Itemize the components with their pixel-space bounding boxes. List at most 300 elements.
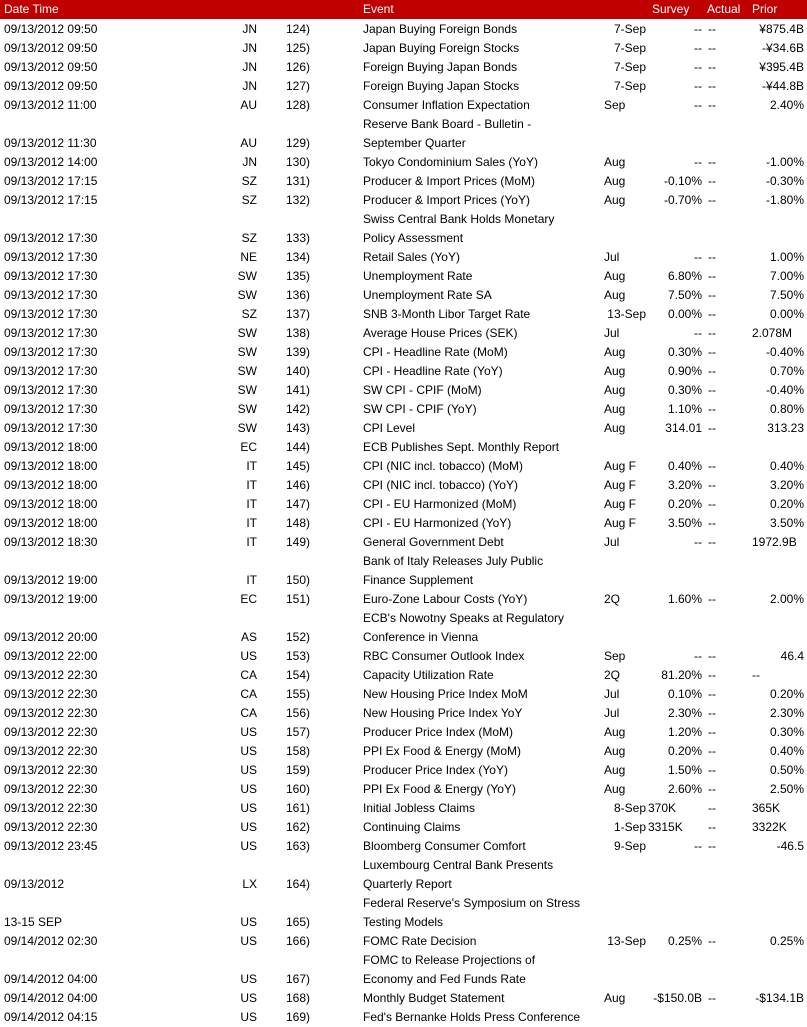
- period-cell: Jul: [604, 535, 620, 549]
- actual-cell: --: [708, 250, 716, 264]
- actual-cell: --: [708, 41, 716, 55]
- prior-cell: 2.078M: [752, 326, 793, 340]
- event-name-cell: Foreign Buying Japan Stocks: [363, 79, 520, 93]
- date-time-cell: 09/14/2012 04:00: [4, 972, 98, 986]
- prior-cell: ¥395.4B: [759, 60, 804, 74]
- period-cell: 13-Sep: [607, 307, 646, 321]
- actual-cell: --: [708, 744, 716, 758]
- event-name-cell: PPI Ex Food & Energy (YoY): [363, 782, 516, 796]
- country-code-cell: US: [240, 934, 257, 948]
- date-time-cell: 09/14/2012 04:15: [4, 1010, 98, 1024]
- prior-cell: 7.50%: [769, 288, 804, 302]
- actual-cell: --: [708, 60, 716, 74]
- survey-cell: 0.30%: [667, 383, 702, 397]
- date-time-cell: 09/13/2012 17:30: [4, 269, 98, 283]
- table-row[interactable]: [0, 286, 807, 305]
- event-name-cell: Quarterly Report: [363, 877, 452, 891]
- table-row[interactable]: [0, 780, 807, 799]
- event-name-cell: Monthly Budget Statement: [363, 991, 505, 1005]
- prior-cell: 2.30%: [769, 706, 804, 720]
- event-name-cell: General Government Debt: [363, 535, 504, 549]
- survey-cell: 1.60%: [667, 592, 702, 606]
- ticker-number-cell: 141): [285, 383, 310, 397]
- actual-cell: --: [708, 364, 716, 378]
- ticker-number-cell: 145): [285, 459, 310, 473]
- actual-cell: --: [708, 592, 716, 606]
- event-name-cell: Economy and Fed Funds Rate: [363, 972, 526, 986]
- event-name-cell: Consumer Inflation Expectation: [363, 98, 530, 112]
- event-name-cell: FOMC to Release Projections of: [363, 953, 536, 967]
- prior-cell: 7.00%: [769, 269, 804, 283]
- table-row[interactable]: [0, 210, 807, 248]
- prior-cell: 365K: [752, 801, 781, 815]
- survey-cell: 2.60%: [667, 782, 702, 796]
- event-name-cell: SW CPI - CPIF (YoY): [363, 402, 477, 416]
- event-name-cell: Euro-Zone Labour Costs (YoY): [363, 592, 528, 606]
- prior-cell: 1972.9B: [752, 535, 797, 549]
- header-actual[interactable]: Actual: [707, 2, 741, 16]
- date-time-cell: 09/13/2012 18:00: [4, 516, 98, 530]
- ticker-number-cell: 167): [285, 972, 310, 986]
- date-time-cell: 09/14/2012 04:00: [4, 991, 98, 1005]
- prior-cell: 313.23: [767, 421, 804, 435]
- date-time-cell: 09/13/2012 17:30: [4, 326, 98, 340]
- period-cell: Aug: [604, 269, 626, 283]
- ticker-number-cell: 134): [285, 250, 310, 264]
- date-time-cell: 09/13/2012 20:00: [4, 630, 98, 644]
- ticker-number-cell: 135): [285, 269, 310, 283]
- table-row[interactable]: [0, 191, 807, 210]
- actual-cell: --: [708, 326, 716, 340]
- event-name-cell: CPI (NIC incl. tobacco) (MoM): [363, 459, 524, 473]
- survey-cell: 2.30%: [667, 706, 702, 720]
- table-row[interactable]: [0, 343, 807, 362]
- ticker-number-cell: 164): [285, 877, 310, 891]
- table-row[interactable]: [0, 400, 807, 419]
- event-name-cell: Policy Assessment: [363, 231, 464, 245]
- period-cell: Aug: [604, 383, 626, 397]
- survey-cell: 0.20%: [667, 744, 702, 758]
- event-name-cell: Fed's Bernanke Holds Press Conference: [363, 1010, 581, 1024]
- period-cell: Aug: [604, 193, 626, 207]
- event-name-cell: Bloomberg Consumer Comfort: [363, 839, 526, 853]
- date-time-cell: 09/13/2012 17:15: [4, 174, 98, 188]
- table-row[interactable]: [0, 723, 807, 742]
- survey-cell: 3315K: [648, 820, 683, 834]
- table-row[interactable]: [0, 419, 807, 438]
- event-name-cell: New Housing Price Index MoM: [363, 687, 528, 701]
- ticker-number-cell: 133): [285, 231, 310, 245]
- table-row[interactable]: [0, 58, 807, 77]
- survey-cell: --: [694, 60, 702, 74]
- table-row[interactable]: [0, 362, 807, 381]
- survey-cell: -0.70%: [663, 193, 702, 207]
- ticker-number-cell: 162): [285, 820, 310, 834]
- period-cell: Aug: [604, 744, 626, 758]
- period-cell: Aug F: [604, 516, 637, 530]
- table-row[interactable]: [0, 951, 807, 989]
- period-cell: 2Q: [604, 592, 621, 606]
- country-code-cell: US: [240, 744, 257, 758]
- country-code-cell: US: [240, 839, 257, 853]
- prior-cell: 2.40%: [769, 98, 804, 112]
- actual-cell: --: [708, 725, 716, 739]
- prior-cell: 0.30%: [769, 725, 804, 739]
- prior-cell: -¥34.6B: [761, 41, 804, 55]
- survey-cell: 7.50%: [667, 288, 702, 302]
- ticker-number-cell: 166): [285, 934, 310, 948]
- ticker-number-cell: 126): [285, 60, 310, 74]
- ticker-number-cell: 143): [285, 421, 310, 435]
- ticker-number-cell: 147): [285, 497, 310, 511]
- country-code-cell: CA: [240, 668, 257, 682]
- prior-cell: 3.20%: [769, 478, 804, 492]
- period-cell: Aug: [604, 763, 626, 777]
- date-time-cell: 09/13/2012 22:30: [4, 763, 98, 777]
- event-name-cell: CPI Level: [363, 421, 416, 435]
- survey-cell: --: [694, 250, 702, 264]
- prior-cell: 0.40%: [769, 744, 804, 758]
- table-row[interactable]: [0, 39, 807, 58]
- ticker-number-cell: 149): [285, 535, 310, 549]
- table-row[interactable]: [0, 153, 807, 172]
- survey-cell: 370K: [648, 801, 677, 815]
- table-row[interactable]: [0, 476, 807, 495]
- country-code-cell: US: [240, 991, 257, 1005]
- country-code-cell: US: [240, 915, 257, 929]
- actual-cell: --: [708, 649, 716, 663]
- date-time-cell: 09/13/2012 19:00: [4, 573, 98, 587]
- prior-cell: 0.20%: [769, 687, 804, 701]
- table-row[interactable]: [0, 837, 807, 856]
- country-code-cell: IT: [246, 478, 257, 492]
- prior-cell: 0.70%: [769, 364, 804, 378]
- ticker-number-cell: 148): [285, 516, 310, 530]
- prior-cell: -1.00%: [765, 155, 804, 169]
- date-time-cell: 09/13/2012 17:30: [4, 402, 98, 416]
- ticker-number-cell: 168): [285, 991, 310, 1005]
- table-row[interactable]: [0, 267, 807, 286]
- period-cell: 7-Sep: [613, 41, 646, 55]
- event-name-cell: Tokyo Condominium Sales (YoY): [363, 155, 538, 169]
- ticker-number-cell: 161): [285, 801, 310, 815]
- event-name-cell: Retail Sales (YoY): [363, 250, 460, 264]
- prior-cell: -0.40%: [765, 345, 804, 359]
- ticker-number-cell: 151): [285, 592, 310, 606]
- actual-cell: --: [708, 288, 716, 302]
- date-time-cell: 09/13/2012 14:00: [4, 155, 98, 169]
- period-cell: 13-Sep: [607, 934, 646, 948]
- survey-cell: 0.20%: [667, 497, 702, 511]
- table-row[interactable]: [0, 647, 807, 666]
- actual-cell: --: [708, 307, 716, 321]
- table-row[interactable]: [0, 894, 807, 932]
- country-code-cell: SW: [237, 421, 257, 435]
- table-row[interactable]: [0, 533, 807, 552]
- country-code-cell: LX: [242, 877, 257, 891]
- survey-cell: --: [694, 22, 702, 36]
- event-name-cell: Japan Buying Foreign Bonds: [363, 22, 518, 36]
- ticker-number-cell: 130): [285, 155, 310, 169]
- table-row[interactable]: [0, 457, 807, 476]
- actual-cell: --: [708, 345, 716, 359]
- ticker-number-cell: 129): [285, 136, 310, 150]
- table-row[interactable]: [0, 248, 807, 267]
- table-row[interactable]: [0, 381, 807, 400]
- header-event[interactable]: Event: [363, 2, 394, 16]
- date-time-cell: 09/13/2012 17:30: [4, 345, 98, 359]
- event-name-cell: Foreign Buying Japan Bonds: [363, 60, 518, 74]
- event-name-cell: Finance Supplement: [363, 573, 474, 587]
- ticker-number-cell: 169): [285, 1010, 310, 1024]
- period-cell: Aug: [604, 174, 626, 188]
- country-code-cell: SW: [237, 345, 257, 359]
- date-time-cell: 09/13/2012 17:30: [4, 421, 98, 435]
- table-row[interactable]: [0, 590, 807, 609]
- period-cell: Jul: [604, 687, 620, 701]
- prior-cell: -$134.1B: [755, 991, 804, 1005]
- period-cell: Sep: [604, 98, 626, 112]
- table-row[interactable]: [0, 856, 807, 894]
- country-code-cell: AU: [240, 98, 257, 112]
- country-code-cell: EC: [240, 440, 257, 454]
- table-row[interactable]: [0, 685, 807, 704]
- country-code-cell: SZ: [241, 193, 257, 207]
- survey-cell: 1.10%: [667, 402, 702, 416]
- period-cell: 2Q: [604, 668, 621, 682]
- actual-cell: --: [708, 687, 716, 701]
- period-cell: Aug: [604, 345, 626, 359]
- table-row[interactable]: [0, 818, 807, 837]
- table-row[interactable]: [0, 514, 807, 533]
- event-name-cell: FOMC Rate Decision: [363, 934, 477, 948]
- prior-cell: 2.00%: [769, 592, 804, 606]
- period-cell: Aug: [604, 725, 626, 739]
- date-time-cell: 09/13/2012 17:30: [4, 231, 98, 245]
- event-name-cell: SW CPI - CPIF (MoM): [363, 383, 482, 397]
- event-name-cell: Testing Models: [363, 915, 444, 929]
- survey-cell: 0.30%: [667, 345, 702, 359]
- date-time-cell: 09/13/2012 22:30: [4, 725, 98, 739]
- actual-cell: --: [708, 421, 716, 435]
- ticker-number-cell: 152): [285, 630, 310, 644]
- actual-cell: --: [708, 174, 716, 188]
- table-row[interactable]: [0, 495, 807, 514]
- ticker-number-cell: 128): [285, 98, 310, 112]
- survey-cell: --: [694, 41, 702, 55]
- header-survey[interactable]: Survey: [652, 2, 690, 16]
- date-time-cell: 09/13/2012 09:50: [4, 79, 98, 93]
- table-row[interactable]: [0, 666, 807, 685]
- country-code-cell: SW: [237, 383, 257, 397]
- ticker-number-cell: 156): [285, 706, 310, 720]
- country-code-cell: EC: [240, 592, 257, 606]
- table-row[interactable]: [0, 799, 807, 818]
- event-name-cell: CPI (NIC incl. tobacco) (YoY): [363, 478, 518, 492]
- table-row[interactable]: [0, 932, 807, 951]
- event-name-cell: PPI Ex Food & Energy (MoM): [363, 744, 522, 758]
- survey-cell: -$150.0B: [653, 991, 702, 1005]
- country-code-cell: SZ: [241, 231, 257, 245]
- date-time-cell: 09/13/2012 17:30: [4, 383, 98, 397]
- date-time-cell: 09/13/2012 09:50: [4, 22, 98, 36]
- ticker-number-cell: 139): [285, 345, 310, 359]
- date-time-cell: 09/13/2012 19:00: [4, 592, 98, 606]
- event-name-cell: Japan Buying Foreign Stocks: [363, 41, 520, 55]
- ticker-number-cell: 146): [285, 478, 310, 492]
- event-name-cell: Unemployment Rate: [363, 269, 473, 283]
- table-row[interactable]: [0, 704, 807, 723]
- survey-cell: 314.01: [665, 421, 702, 435]
- prior-cell: 0.40%: [769, 459, 804, 473]
- country-code-cell: US: [240, 649, 257, 663]
- event-name-cell: Conference in Vienna: [363, 630, 479, 644]
- country-code-cell: US: [240, 782, 257, 796]
- ticker-number-cell: 136): [285, 288, 310, 302]
- country-code-cell: SZ: [241, 174, 257, 188]
- country-code-cell: SW: [237, 326, 257, 340]
- period-cell: Jul: [604, 250, 620, 264]
- event-name-cell: Continuing Claims: [363, 820, 461, 834]
- date-time-cell: 09/13/2012 23:45: [4, 839, 98, 853]
- actual-cell: --: [708, 402, 716, 416]
- event-name-cell: Luxembourg Central Bank Presents: [363, 858, 554, 872]
- actual-cell: --: [708, 934, 716, 948]
- date-time-cell: 09/13/2012 22:30: [4, 706, 98, 720]
- table-row[interactable]: [0, 96, 807, 115]
- date-time-cell: 09/13/2012 17:30: [4, 288, 98, 302]
- header-date-time[interactable]: Date Time: [4, 2, 59, 16]
- table-row[interactable]: [0, 438, 807, 457]
- date-time-cell: 09/13/2012: [4, 877, 65, 891]
- table-row[interactable]: [0, 115, 807, 153]
- survey-cell: 0.00%: [667, 307, 702, 321]
- prior-cell: 3322K: [752, 820, 787, 834]
- country-code-cell: US: [240, 801, 257, 815]
- table-row[interactable]: [0, 324, 807, 343]
- date-time-cell: 09/13/2012 17:30: [4, 364, 98, 378]
- country-code-cell: US: [240, 725, 257, 739]
- country-code-cell: US: [240, 972, 257, 986]
- event-name-cell: Swiss Central Bank Holds Monetary: [363, 212, 555, 226]
- prior-cell: 0.50%: [769, 763, 804, 777]
- ticker-number-cell: 159): [285, 763, 310, 777]
- actual-cell: --: [708, 516, 716, 530]
- country-code-cell: US: [240, 820, 257, 834]
- table-row[interactable]: [0, 172, 807, 191]
- table-row[interactable]: [0, 761, 807, 780]
- survey-cell: 1.20%: [667, 725, 702, 739]
- survey-cell: 0.40%: [667, 459, 702, 473]
- table-row[interactable]: [0, 1008, 807, 1027]
- date-time-cell: 09/13/2012 18:30: [4, 535, 98, 549]
- date-time-cell: 09/13/2012 22:30: [4, 801, 98, 815]
- event-name-cell: Capacity Utilization Rate: [363, 668, 494, 682]
- event-name-cell: RBC Consumer Outlook Index: [363, 649, 525, 663]
- table-row[interactable]: [0, 989, 807, 1008]
- prior-cell: -1.80%: [765, 193, 804, 207]
- prior-cell: -0.40%: [765, 383, 804, 397]
- event-name-cell: SNB 3-Month Libor Target Rate: [363, 307, 531, 321]
- period-cell: Aug: [604, 782, 626, 796]
- table-row[interactable]: [0, 77, 807, 96]
- survey-cell: 3.20%: [667, 478, 702, 492]
- actual-cell: --: [708, 155, 716, 169]
- prior-cell: --: [752, 668, 760, 682]
- survey-cell: --: [694, 98, 702, 112]
- country-code-cell: SW: [237, 269, 257, 283]
- country-code-cell: JN: [242, 79, 257, 93]
- ticker-number-cell: 158): [285, 744, 310, 758]
- actual-cell: --: [708, 497, 716, 511]
- date-time-cell: 09/13/2012 18:00: [4, 440, 98, 454]
- ticker-number-cell: 144): [285, 440, 310, 454]
- event-name-cell: ECB Publishes Sept. Monthly Report: [363, 440, 560, 454]
- ticker-number-cell: 154): [285, 668, 310, 682]
- actual-cell: --: [708, 193, 716, 207]
- survey-cell: --: [694, 79, 702, 93]
- ticker-number-cell: 131): [285, 174, 310, 188]
- period-cell: Aug: [604, 155, 626, 169]
- event-name-cell: CPI - EU Harmonized (MoM): [363, 497, 517, 511]
- date-time-cell: 09/13/2012 09:50: [4, 60, 98, 74]
- period-cell: Aug F: [604, 478, 637, 492]
- ticker-number-cell: 153): [285, 649, 310, 663]
- actual-cell: --: [708, 269, 716, 283]
- country-code-cell: JN: [242, 41, 257, 55]
- country-code-cell: IT: [246, 459, 257, 473]
- date-time-cell: 09/13/2012 11:30: [4, 136, 97, 150]
- table-row[interactable]: [0, 305, 807, 324]
- table-row[interactable]: [0, 552, 807, 590]
- survey-cell: 81.20%: [661, 668, 702, 682]
- date-time-cell: 09/13/2012 22:30: [4, 687, 98, 701]
- country-code-cell: AU: [240, 136, 257, 150]
- date-time-cell: 09/13/2012 18:00: [4, 478, 98, 492]
- date-time-cell: 09/13/2012 22:30: [4, 782, 98, 796]
- country-code-cell: US: [240, 1010, 257, 1024]
- event-name-cell: Producer Price Index (YoY): [363, 763, 508, 777]
- table-row[interactable]: [0, 20, 807, 39]
- date-time-cell: 13-15 SEP: [4, 915, 63, 929]
- event-name-cell: Unemployment Rate SA: [363, 288, 492, 302]
- period-cell: Aug: [604, 421, 626, 435]
- date-time-cell: 09/13/2012 17:30: [4, 307, 98, 321]
- actual-cell: --: [708, 98, 716, 112]
- ticker-number-cell: 157): [285, 725, 310, 739]
- country-code-cell: JN: [242, 22, 257, 36]
- period-cell: 7-Sep: [613, 79, 646, 93]
- prior-cell: 0.80%: [769, 402, 804, 416]
- prior-cell: -46.5: [776, 839, 804, 853]
- ticker-number-cell: 138): [285, 326, 310, 340]
- prior-cell: 2.50%: [769, 782, 804, 796]
- actual-cell: --: [708, 668, 716, 682]
- event-name-cell: Producer & Import Prices (YoY): [363, 193, 530, 207]
- table-row[interactable]: [0, 609, 807, 647]
- event-name-cell: Reserve Bank Board - Bulletin -: [363, 117, 532, 131]
- country-code-cell: SW: [237, 288, 257, 302]
- survey-cell: --: [694, 649, 702, 663]
- period-cell: Aug F: [604, 459, 637, 473]
- event-name-cell: CPI - Headline Rate (MoM): [363, 345, 508, 359]
- header-prior[interactable]: Prior: [752, 2, 778, 16]
- period-cell: Aug: [604, 364, 626, 378]
- survey-cell: 1.50%: [667, 763, 702, 777]
- date-time-cell: 09/13/2012 17:30: [4, 250, 98, 264]
- prior-cell: 3.50%: [769, 516, 804, 530]
- table-row[interactable]: [0, 742, 807, 761]
